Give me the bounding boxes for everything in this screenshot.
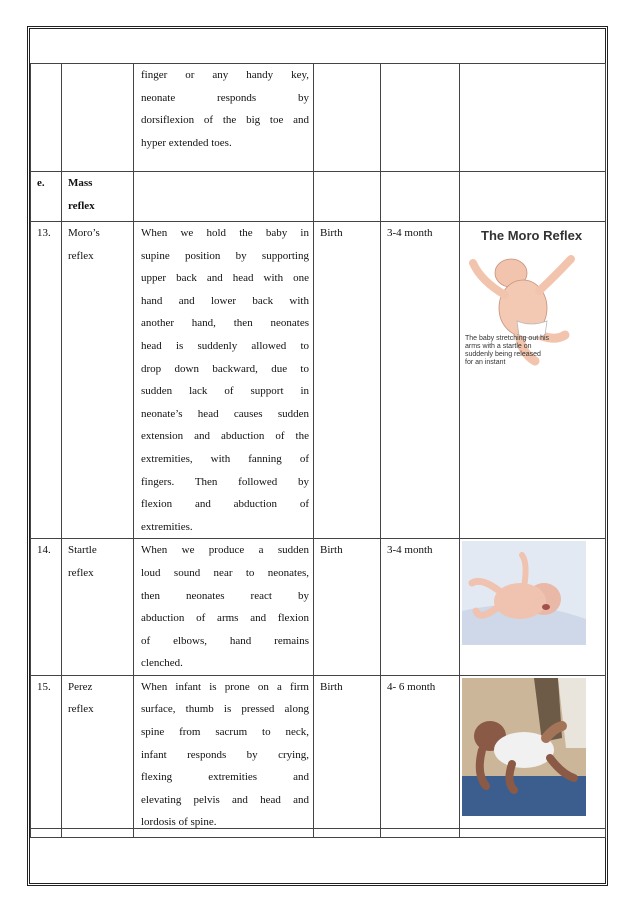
baby-photo [462,541,586,645]
desc-line: When infant is prone on a firm [141,680,309,693]
desc-line: flexing extremities and [141,771,309,784]
desc-line: fingers. Then followed by [141,475,309,488]
desc-line: abduction of arms and flexion [141,612,309,625]
image-cell [460,172,606,222]
name-line: Moro’s [68,227,100,239]
desc-line: clenched. [141,657,183,670]
desc-line: upper back and head with one [141,272,309,285]
desc-line: head is suddenly allowed to [141,339,309,352]
reflex-name [62,64,134,172]
onset-cell [314,172,381,222]
image-cell [460,222,606,539]
illustration-caption: The baby stretching out his arms with a startle on suddenly being released for an instant [465,335,550,366]
table-row-perez-reflex [31,675,606,837]
desc-line: loud sound near to neonates, [141,566,309,579]
table-row-startle-reflex [31,539,606,676]
desc-line: hyper extended toes. [141,136,232,149]
name-line: Startle [68,544,97,557]
desc-line: extremities, with fanning of [141,452,309,465]
name-line: reflex [68,249,94,262]
name-line: reflex [68,703,94,716]
desc-line: sudden lack of support in [141,385,309,398]
onset-cell: Birth [314,675,381,837]
onset-cell: Birth [314,539,381,676]
desc-line: extension and abduction of the [141,430,309,443]
row-number: 13. [31,222,62,539]
desc-line: then neonates react by [141,589,309,602]
desc-line: extremities. [141,520,193,533]
desc-line: hand and lower back with [141,294,309,307]
reflex-name [62,172,134,222]
desc-line: flexion and abduction of [141,498,309,511]
table-row-continuation [31,64,606,172]
desc-line: lordosis of spine. [141,816,217,829]
reflex-name [62,222,134,539]
reflex-name [62,539,134,676]
onset-cell: Birth [314,222,381,539]
desc-line: dorsiflexion of the big toe and [141,114,309,127]
desc-line: neonate’s head causes sudden [141,407,309,420]
desc-line: surface, thumb is pressed along [141,703,309,716]
row-number: e. [31,172,62,222]
disappears-cell: 3-4 month [381,222,460,539]
perez-reflex-photo [462,678,586,816]
desc-line: When we produce a sudden [141,544,309,557]
reflex-name [62,675,134,837]
image-cell [460,675,606,837]
desc-line: of elbows, hand remains [141,634,309,647]
disappears-cell: 3-4 month [381,539,460,676]
baby-photo [462,678,586,816]
name-line: reflex [68,199,95,212]
row-number: 14. [31,539,62,676]
reflex-description [134,64,314,172]
disappears-cell [381,64,460,172]
desc-line: another hand, then neonates [141,317,309,330]
startle-reflex-photo [462,541,586,645]
desc-line: neonate responds by [141,91,309,104]
name-line: reflex [68,566,94,579]
desc-line: When we hold the baby in [141,227,309,239]
name-line: Mass [68,177,93,189]
desc-line: drop down backward, due to [141,362,309,375]
row-number [31,64,62,172]
disappears-cell [381,172,460,222]
row-number: 15. [31,675,62,837]
table-row-moro-reflex [31,222,606,539]
reflex-description [134,172,314,222]
reflex-description [134,675,314,837]
table-row-mass-reflex [31,172,606,222]
desc-line: spine from sacrum to neck, [141,726,309,739]
desc-line: finger or any handy key, [141,69,309,81]
desc-line: elevating pelvis and head and [141,793,309,806]
reflex-description [134,222,314,539]
name-line: Perez [68,680,93,693]
desc-line: supine position by supporting [141,249,309,262]
image-cell [460,539,606,676]
image-cell [460,64,606,172]
disappears-cell: 4- 6 month [381,675,460,837]
moro-reflex-illustration [461,223,591,379]
reflex-description [134,539,314,676]
reflex-table [30,63,606,838]
illustration-title: The Moro Reflex [481,228,583,243]
onset-cell [314,64,381,172]
desc-line: infant responds by crying, [141,748,309,761]
